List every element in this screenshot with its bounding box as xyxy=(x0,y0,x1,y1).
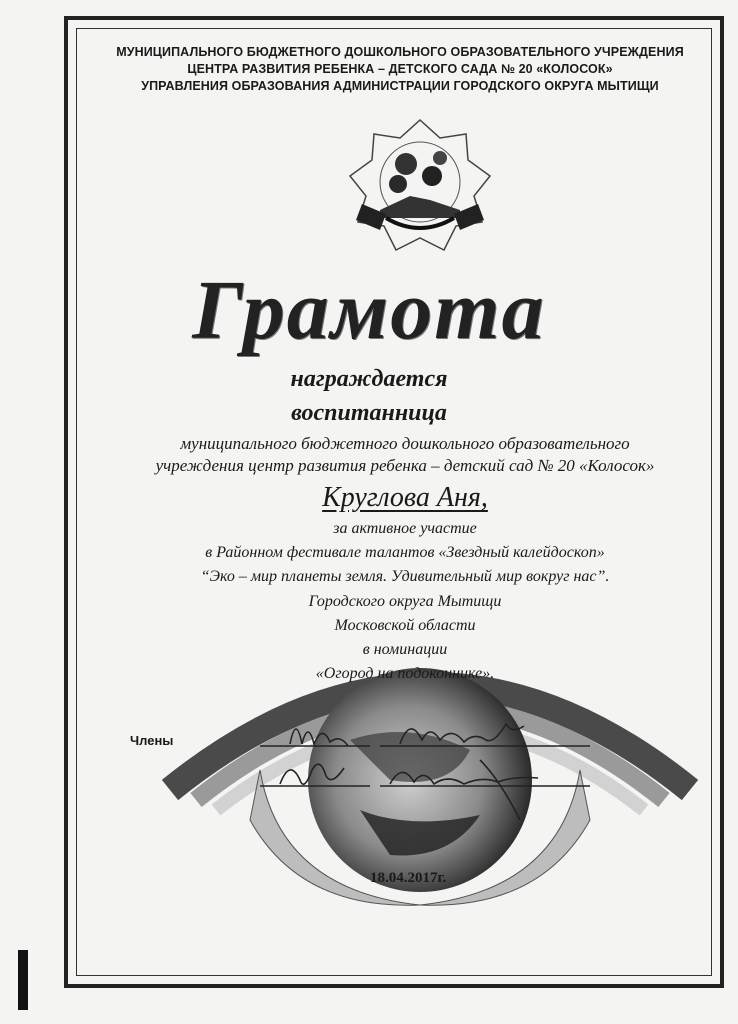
pupil-text: воспитанница xyxy=(291,400,447,426)
body-line-3: “Эко – мир планеты земля. Удивительный мир вокруг нас”. xyxy=(200,568,610,585)
institution-header xyxy=(90,44,710,95)
awarded-text: награждается xyxy=(290,366,448,392)
body-line-6: в номинации xyxy=(362,641,448,658)
body-line-4: Городского округа Мытищи xyxy=(308,593,502,610)
institution-line-1: муниципального бюджетного дошкольного образовательного xyxy=(180,434,630,453)
institution-line-2: учреждения центр развития ребенка – детский сад № 20 «Колосок» xyxy=(155,456,655,475)
body-line-2: в Районном фестивале талантов «Звездный калейдоскоп» xyxy=(205,544,605,561)
scan-edge-mark xyxy=(18,950,28,1010)
body-line-7: «Огород на подоконнике». xyxy=(315,665,495,682)
certificate-title: Грамота xyxy=(192,264,546,357)
body-line-5: Московской области xyxy=(334,617,476,634)
recipient-name: Круглова Аня, xyxy=(322,482,488,513)
kindergarten-emblem-icon xyxy=(340,118,500,258)
header-line-3: УПРАВЛЕНИЯ ОБРАЗОВАНИЯ АДМИНИСТРАЦИИ ГОРОДСКОГО ОКРУГА МЫТИЩИ xyxy=(141,79,659,93)
signatures-image xyxy=(260,710,600,820)
header-line-1: МУНИЦИПАЛЬНОГО БЮДЖЕТНОГО ДОШКОЛЬНОГО ОБРАЗОВАТЕЛЬНОГО УЧРЕЖДЕНИЯ xyxy=(116,45,684,59)
members-label: Члены xyxy=(130,733,174,748)
body-line-1: за активное участие xyxy=(333,520,477,537)
issue-date: 18.04.2017г. xyxy=(370,870,447,886)
header-line-2: ЦЕНТРА РАЗВИТИЯ РЕБЕНКА – ДЕТСКОГО САДА № 20 «КОЛОСОК» xyxy=(187,62,613,76)
